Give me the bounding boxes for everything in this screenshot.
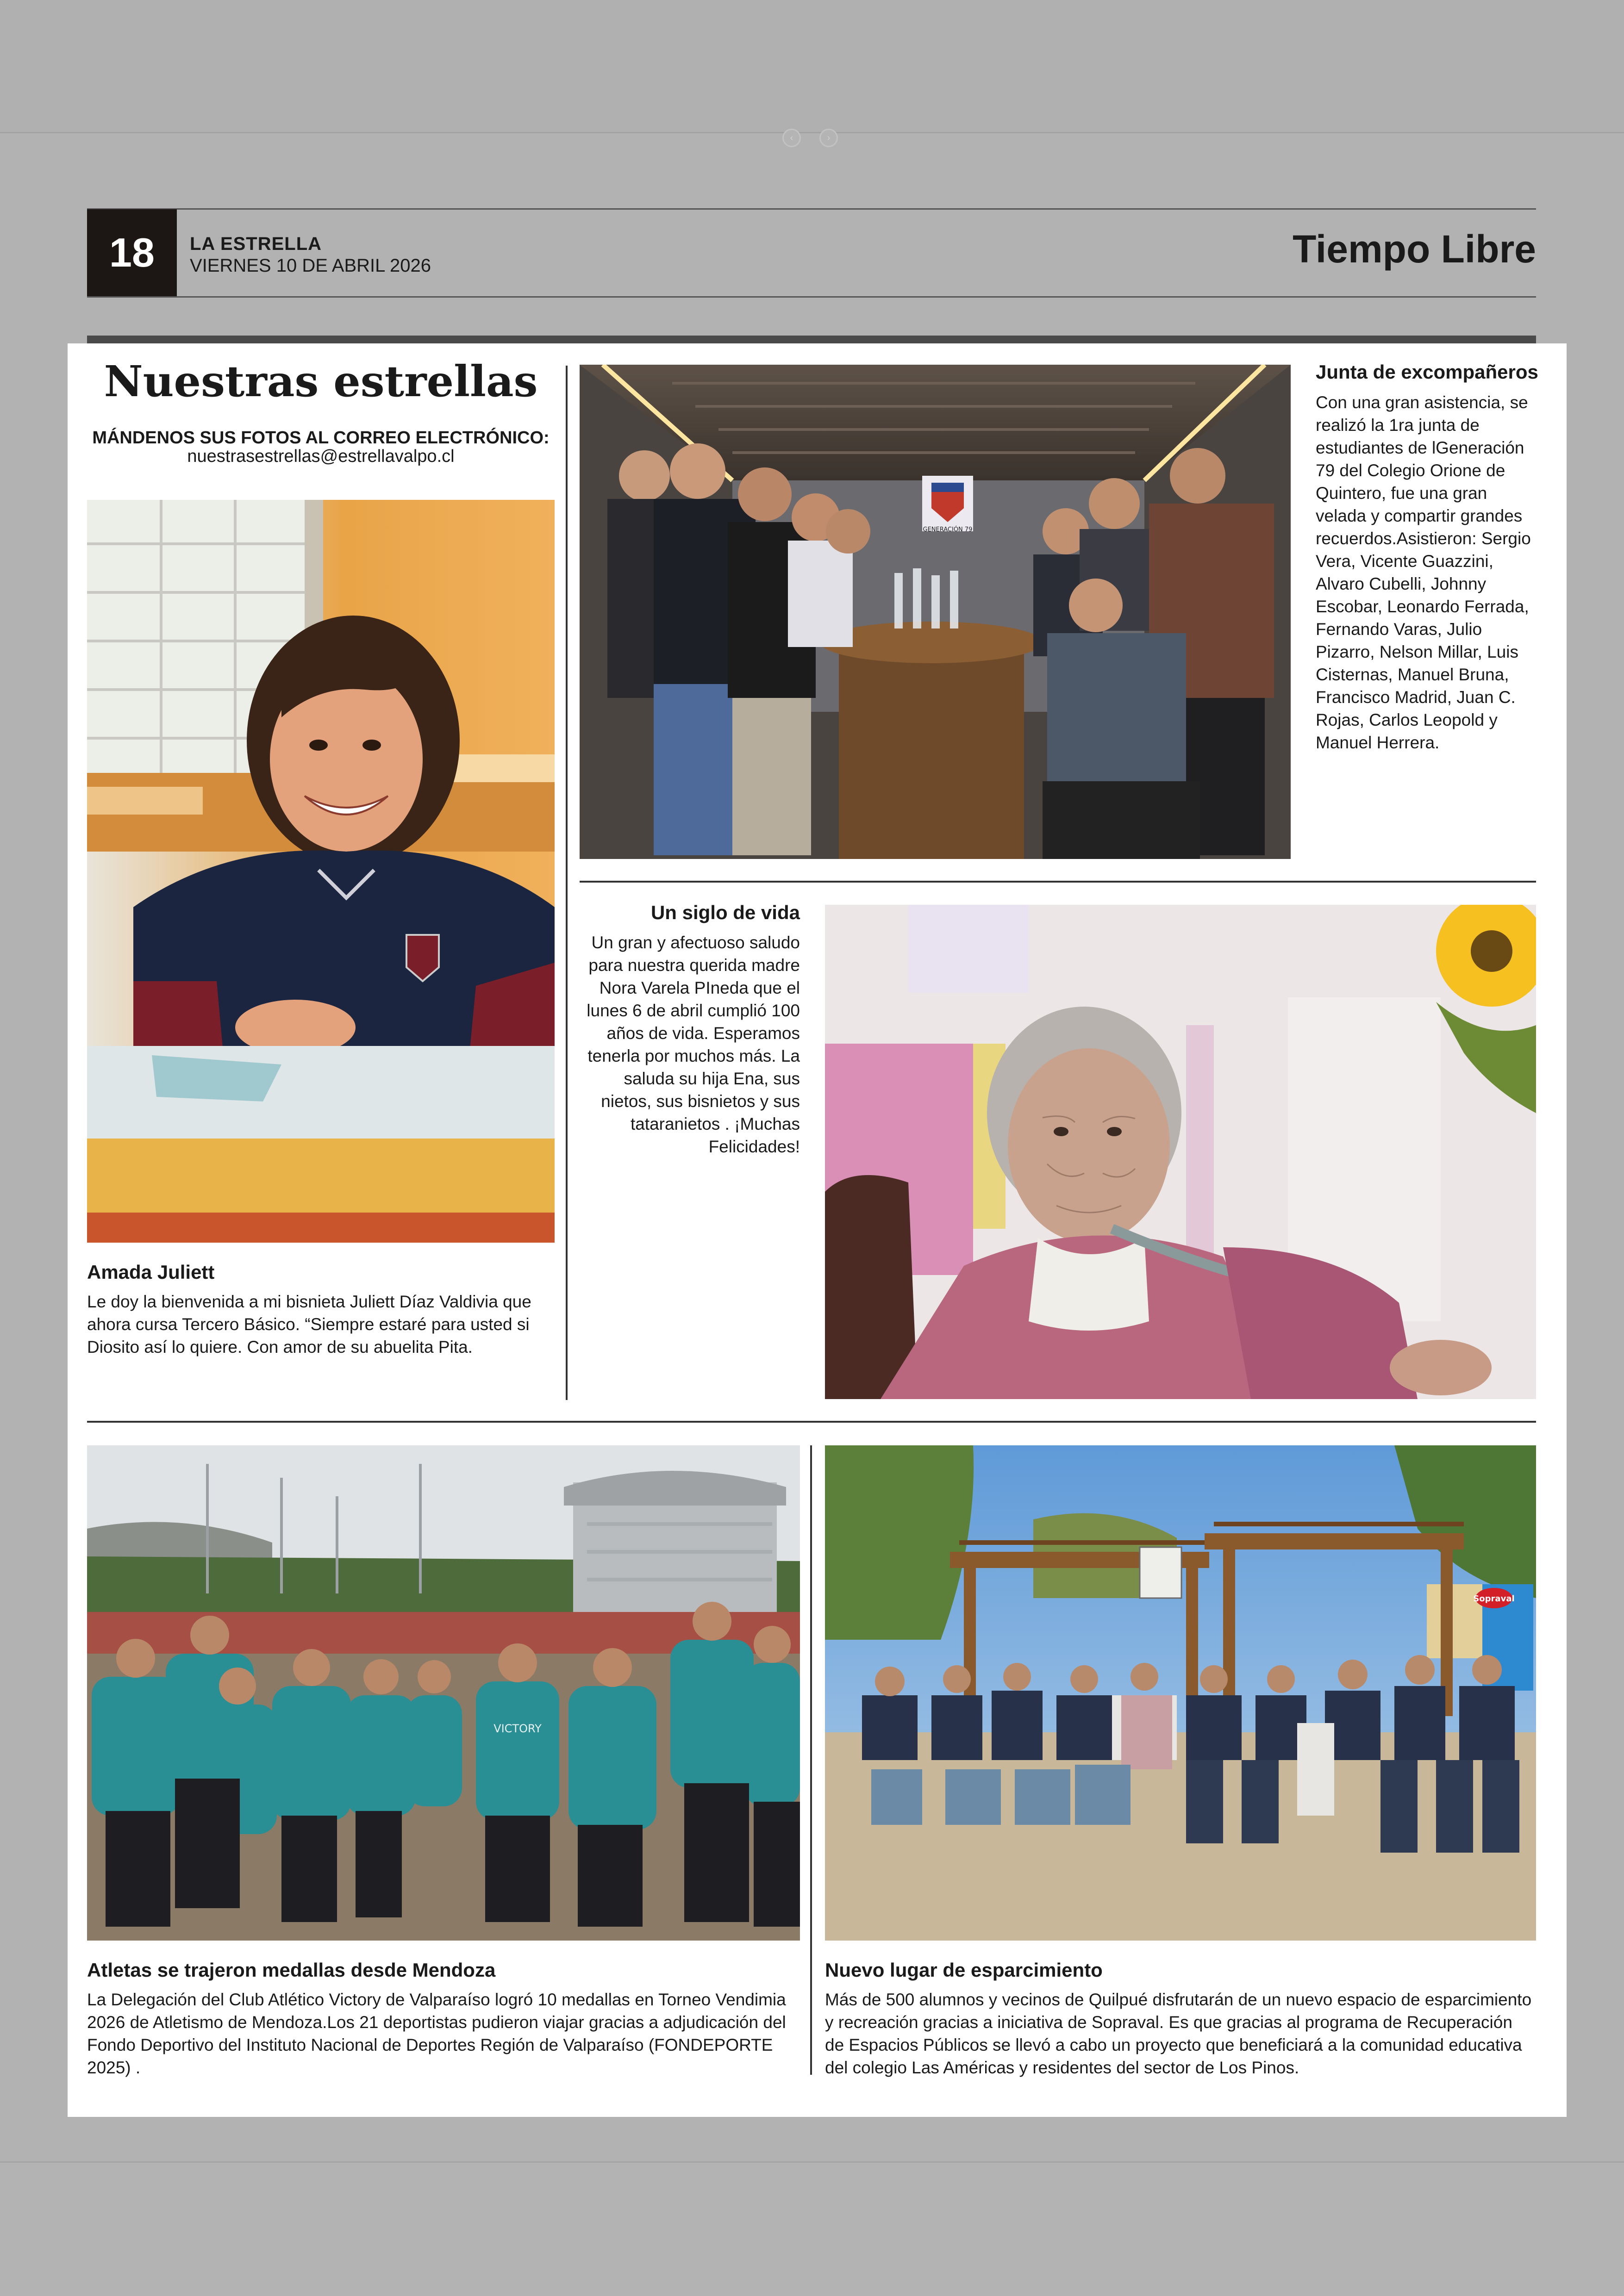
section-title: Tiempo Libre xyxy=(1293,227,1536,271)
photo-class-reunion xyxy=(580,365,1291,859)
submit-email[interactable]: nuestrasestrellas@estrellavalpo.cl xyxy=(187,447,455,466)
page-nav xyxy=(782,129,838,147)
story-title: Amada Juliett xyxy=(87,1261,215,1283)
column-title: Nuestras estrellas xyxy=(104,356,538,406)
column-divider-bottom xyxy=(810,1445,812,2075)
story-body: Más de 500 alumnos y vecinos de Quilpué disfrutarán de un nuevo espacio de esparcimiento y recreación gracias a iniciativa de Sopraval. Es que gracias al programa de Recuperación de Espacios Públicos se llevó a cabo un proyecto que beneficiará a la comunidad educativa del colegio Las Américas y residentes del sector de Los Pinos. xyxy=(825,1990,1532,2077)
viewer-bottom-bar xyxy=(0,2161,1624,2296)
photo-elderly-woman xyxy=(825,905,1536,1399)
submit-instructions: MÁNDENOS SUS FOTOS AL CORREO ELECTRÓNICO: xyxy=(92,428,550,448)
row-divider-middle xyxy=(580,881,1536,883)
story-body: Le doy la bienvenida a mi bisnieta Juliett Díaz Valdivia que ahora cursa Tercero Básico. “Siempre estaré para usted si Diosito así lo quiere. Con amor de su abuelita Pita. xyxy=(87,1292,531,1356)
story-body: Con una gran asistencia, se realizó la 1ra junta de estudiantes de lGeneración 79 del Colegio Orione de Quintero, fue una gran velada y compartir grandes recuerdos.Asistieron: Sergio Vera, Vicente Guazzini, Alvaro Cubelli, Johnny Escobar, Leonardo Ferrada, Fernando Varas, Julio Pizarro, Nelson Millar, Luis Cisternas, Manuel Bruna, Francisco Madrid, Juan C. Rojas, Carlos Leopold y Manuel Herrera. xyxy=(1316,393,1531,752)
story-body: La Delegación del Club Atlético Victory de Valparaíso logró 10 medallas en Torneo Vendimia 2026 de Atletismo de Mendoza.Los 21 deportistas pudieron viajar gracias a adjudicación del Fondo Deportivo del Instituto Nacional de Deportes Región de Valparaíso (FONDEPORTE 2025) . xyxy=(87,1990,786,2077)
row-divider-bottom xyxy=(87,1421,1536,1423)
page-number: 18 xyxy=(87,209,177,296)
story-body: Un gran y afectuoso saludo para nuestra querida madre Nora Varela PIneda que el lunes 6 de abril cumplió 100 años de vida. Esperamos tenerla por muchos más. La saluda su hija Ena, sus nietos, sus bisnietos y sus tataranietos . ¡Muchas Felicidades! xyxy=(587,933,800,1156)
jersey-text: VICTORY xyxy=(493,1722,542,1735)
story-title: Atletas se trajeron medallas desde Mendoza xyxy=(87,1959,496,1981)
photo-girl-classroom xyxy=(87,500,555,1243)
paper-name: LA ESTRELLA xyxy=(190,234,322,254)
header-rule-top xyxy=(87,208,1536,210)
story-title: Junta de excompañeros xyxy=(1316,361,1538,383)
section-divider xyxy=(87,336,1536,344)
story-title: Un siglo de vida xyxy=(650,902,800,923)
prev-page-icon[interactable]: ‹ xyxy=(782,129,801,147)
header-rule-bottom xyxy=(87,296,1536,298)
viewer-top-bar xyxy=(0,0,1624,133)
sign-text: Sopraval xyxy=(1473,1594,1515,1604)
issue-date: VIERNES 10 DE ABRIL 2026 xyxy=(190,255,431,276)
next-page-icon[interactable]: › xyxy=(819,129,838,147)
reunion-banner-text: GENERACIÓN 79 xyxy=(923,526,973,533)
photo-community-pergola xyxy=(825,1445,1536,1941)
story-title: Nuevo lugar de esparcimiento xyxy=(825,1959,1103,1981)
photo-athletes-group xyxy=(87,1445,800,1941)
column-divider-left xyxy=(566,366,568,1400)
